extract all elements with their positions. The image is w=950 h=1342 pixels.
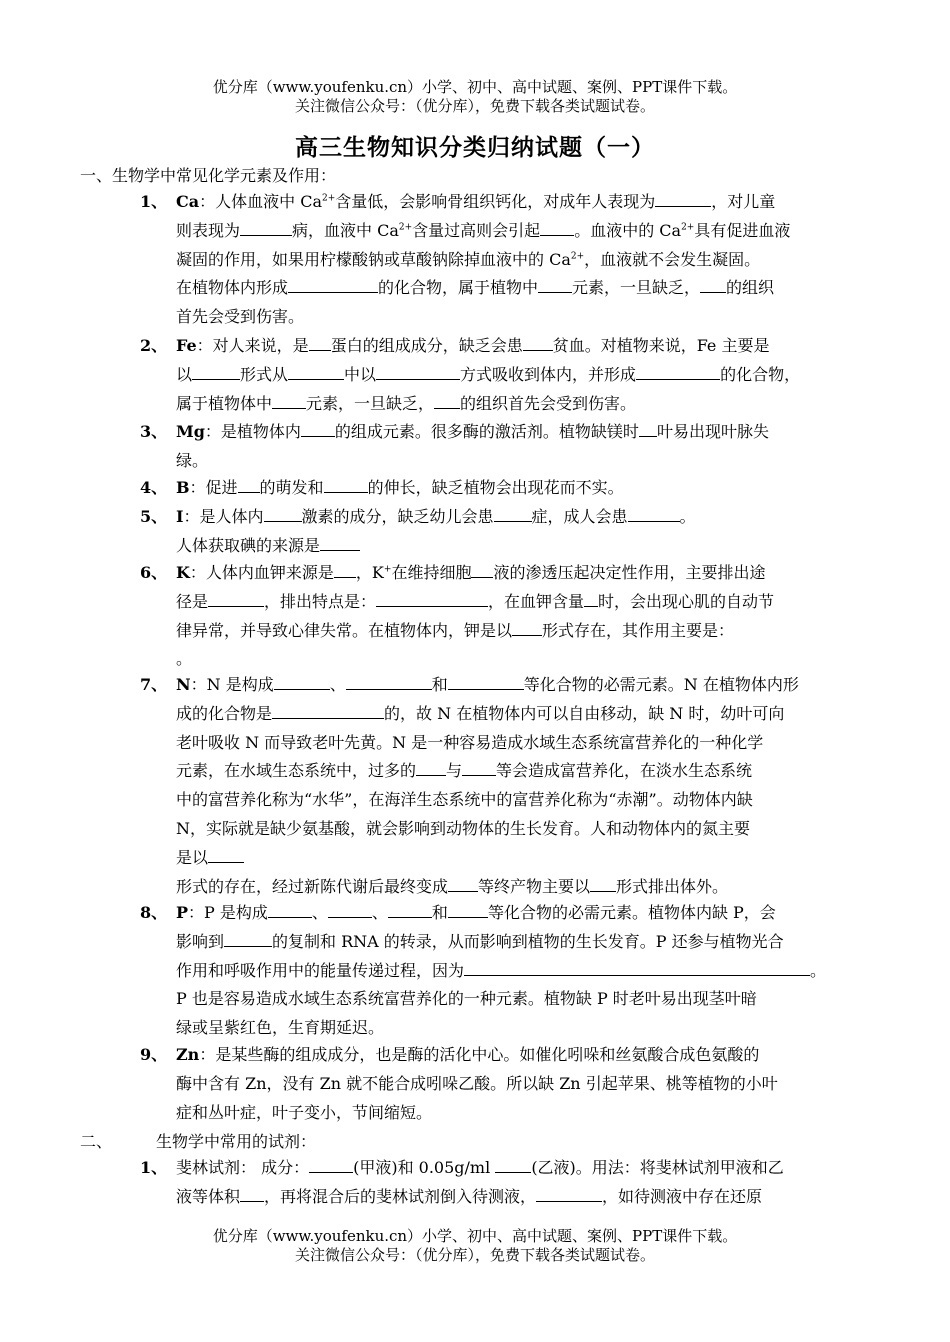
- item-line: K：人体内血钾来源是 ，K+在维持细胞 液的渗透压起决定性作用，主要排出途: [176, 563, 766, 582]
- blank-line[interactable]: [538, 278, 572, 293]
- blank-line[interactable]: [268, 903, 312, 918]
- item-line: 中的富营养化称为“水华”，在海洋生态系统中的富营养化称为“赤潮”。动物体内缺: [176, 790, 753, 810]
- item-line: 绿。: [176, 450, 209, 470]
- item-line: 液等体积 ，再将混合后的斐林试剂倒入待测液， ，如待测液中存在还原: [176, 1186, 763, 1206]
- item-number: 2、: [140, 336, 168, 355]
- blank-line[interactable]: [471, 563, 493, 578]
- blank-line[interactable]: [448, 877, 478, 892]
- item-b: [140, 474, 880, 503]
- blank-line[interactable]: [494, 507, 532, 522]
- item-line: 作用和呼吸作用中的能量传递过程，因为 。: [176, 960, 827, 980]
- item-line: Ca：人体血液中 $Ca^{2+}$含量低，会影响骨组织钙化，对成年人表现为 ，对儿童: [176, 192, 776, 211]
- item-k: [140, 559, 880, 674]
- item-zn: [140, 1041, 880, 1127]
- item-number: 4、: [140, 478, 168, 497]
- section-1-heading: 一、生物学中常见化学元素及作用：: [80, 166, 337, 185]
- header-line-2: 关注微信公众号：（优分库），免费下载各类试题试卷。: [294, 97, 655, 115]
- blank-line[interactable]: [192, 365, 240, 380]
- blank-line[interactable]: [309, 336, 331, 351]
- item-number: 6、: [140, 563, 168, 582]
- blank-line[interactable]: [309, 1158, 353, 1173]
- blank-line[interactable]: [208, 848, 244, 863]
- item-line: Zn：是某些酶的组成成分，也是酶的活化中心。如催化吲哚和丝氨酸合成色氨酸的: [176, 1045, 760, 1064]
- item-line: 形式的存在，经过新陈代谢后最终变成 等终产物主要以 形式排出体外。: [176, 876, 729, 896]
- blank-line[interactable]: [590, 877, 616, 892]
- blank-line[interactable]: [655, 192, 711, 207]
- blank-line[interactable]: [208, 592, 264, 607]
- item-line: 凝固的作用，如果用柠檬酸钠或草酸钠除掉血液中的 $Ca^{2+}$，血液就不会发生凝固。: [176, 249, 761, 269]
- blank-line[interactable]: [324, 478, 368, 493]
- item-line: 则表现为 病，血液中 $Ca^{2+}$含量过高则会引起 。血液中的 $Ca^{2+}$具有促进血液: [176, 220, 791, 240]
- item-line: 元素，在水域生态系统中，过多的 与 等会造成富营养化，在淡水生态系统: [176, 761, 753, 781]
- item-number: 7、: [140, 675, 168, 694]
- item-mg: [140, 418, 880, 476]
- item-number: 1、: [140, 1158, 168, 1177]
- item-line: 人体获取碘的来源是: [176, 532, 880, 561]
- blank-line[interactable]: [512, 621, 542, 636]
- item-line: N：N 是构成 、 和 等化合物的必需元素。N 在植物体内形: [176, 675, 799, 694]
- item-i: [140, 503, 880, 561]
- blank-line[interactable]: [448, 675, 524, 690]
- blank-line[interactable]: [448, 903, 488, 918]
- item-line: Mg：是植物体内 的组成元素。很多酶的激活剂。植物缺镁时 叶易出现叶脉失: [176, 422, 769, 441]
- item-number: 5、: [140, 507, 168, 526]
- item-number: 9、: [140, 1045, 168, 1064]
- item-line: P：P 是构成 、 、 和 等化合物的必需元素。植物体内缺 P，会: [176, 903, 776, 922]
- blank-line[interactable]: [238, 478, 260, 493]
- item-line: Fe：对人来说，是 蛋白的组成成分，缺乏会患 贫血。对植物来说，Fe 主要是: [176, 336, 770, 355]
- item-line: 以 形式从 中以 方式吸收到体内，并形成 的化合物，: [176, 364, 801, 384]
- item-fe: [140, 332, 880, 418]
- blank-line[interactable]: [584, 592, 598, 607]
- item-p: [140, 899, 880, 1043]
- blank-line[interactable]: [274, 675, 330, 690]
- blank-line[interactable]: [240, 1187, 264, 1202]
- blank-line[interactable]: [462, 761, 496, 776]
- blank-line[interactable]: [376, 365, 460, 380]
- blank-line[interactable]: [628, 507, 680, 522]
- item-number: 8、: [140, 903, 168, 922]
- blank-line[interactable]: [636, 365, 720, 380]
- section-2-heading: 二、 生物学中常用的试剂：: [80, 1132, 317, 1151]
- blank-line[interactable]: [495, 1158, 531, 1173]
- footer-line-2: 关注微信公众号：（优分库），免费下载各类试题试卷。: [294, 1246, 655, 1264]
- item-line: 酶中含有 Zn，没有 Zn 就不能合成吲哚乙酸。所以缺 Zn 引起苹果、桃等植物的小叶: [176, 1073, 778, 1093]
- blank-line[interactable]: [264, 507, 302, 522]
- item-line: 症和丛叶症，叶子变小，节间缩短。: [176, 1102, 433, 1122]
- page-title: 高三生物知识分类归纳试题（一）: [295, 135, 655, 161]
- blank-line[interactable]: [540, 221, 574, 236]
- blank-line[interactable]: [272, 394, 306, 409]
- blank-line[interactable]: [464, 961, 810, 976]
- blank-line[interactable]: [240, 221, 292, 236]
- blank-line[interactable]: [700, 278, 726, 293]
- blank-line[interactable]: [388, 903, 432, 918]
- header-line-1: 优分库（www.youfenku.cn）小学、初中、高中试题、案例、PPT课件下载。: [212, 78, 738, 96]
- item-number: 1、: [140, 192, 168, 211]
- page-header: [0, 78, 950, 116]
- item-line: 属于植物体中 元素，一旦缺乏， 的组织首先会受到伤害。: [176, 393, 637, 413]
- item-line: P 也是容易造成水域生态系统富营养化的一种元素。植物缺 P 时老叶易出现茎叶暗: [176, 989, 757, 1009]
- blank-line[interactable]: [334, 563, 356, 578]
- item-line: 律异常，并导致心律失常。在植物体内，钾是以 形式存在，其作用主要是：: [176, 620, 735, 640]
- item-line: 径是 ，排出特点是： ，在血钾含量 时，会出现心肌的自动节: [176, 591, 775, 611]
- item-line: 影响到 的复制和 RNA 的转录，从而影响到植物的生长发育。P 还参与植物光合: [176, 931, 784, 951]
- page-footer: [0, 1227, 950, 1265]
- item-line: 是以: [176, 844, 880, 873]
- item-ca: [140, 188, 880, 332]
- item-line: 首先会受到伤害。: [176, 307, 305, 327]
- item-fehling: [140, 1154, 880, 1212]
- blank-line[interactable]: [272, 704, 384, 719]
- item-line: I：是人体内 激素的成分，缺乏幼儿会患 症，成人会患 。: [176, 507, 696, 526]
- blank-line[interactable]: [434, 394, 460, 409]
- item-line: 成的化合物是 的，故 N 在植物体内可以自由移动，缺 N 时，幼叶可向: [176, 703, 785, 723]
- item-line: N，实际就是缺少氨基酸，就会影响到动物体的生长发育。人和动物体内的氮主要: [176, 818, 751, 838]
- blank-line[interactable]: [523, 336, 553, 351]
- item-line: 。: [176, 649, 193, 669]
- blank-line[interactable]: [346, 675, 432, 690]
- blank-line[interactable]: [224, 932, 272, 947]
- blank-line[interactable]: [536, 1187, 602, 1202]
- blank-line[interactable]: [639, 422, 657, 437]
- item-line: 斐林试剂： 成分： (甲液)和 0.05g/ml (乙液)。用法：将斐林试剂甲液和乙: [176, 1158, 784, 1177]
- blank-line[interactable]: [328, 903, 372, 918]
- item-line: 绿或呈紫红色，生育期延迟。: [176, 1018, 385, 1038]
- blank-line[interactable]: [376, 592, 488, 607]
- blank-line[interactable]: [288, 365, 344, 380]
- item-line: B：促进 的萌发和 的伸长，缺乏植物会出现花而不实。: [176, 478, 624, 497]
- footer-line-1: 优分库（www.youfenku.cn）小学、初中、高中试题、案例、PPT课件下载。: [212, 1227, 738, 1245]
- item-line: 在植物体内形成 的化合物，属于植物中 元素，一旦缺乏， 的组织: [176, 278, 775, 298]
- item-number: 3、: [140, 422, 168, 441]
- blank-line[interactable]: [320, 536, 360, 551]
- blank-line[interactable]: [301, 422, 335, 437]
- blank-line[interactable]: [416, 761, 446, 776]
- item-n: [140, 671, 880, 901]
- item-line: 老叶吸收 N 而导致老叶先黄。N 是一种容易造成水域生态系统富营养化的一种化学: [176, 732, 764, 752]
- blank-line[interactable]: [288, 278, 378, 293]
